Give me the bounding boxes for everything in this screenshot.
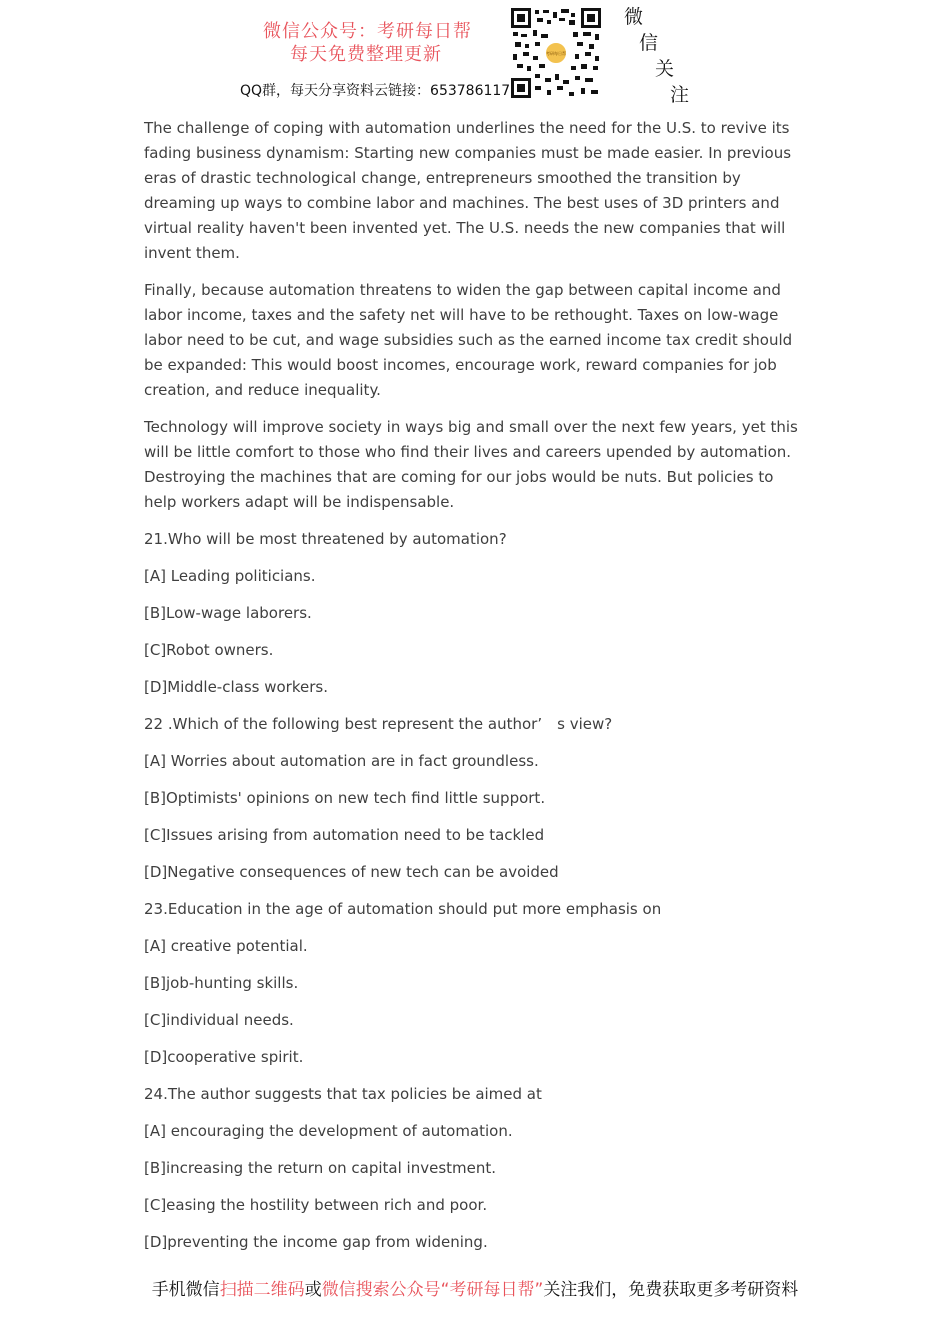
option: [C]Robot owners. xyxy=(144,641,274,659)
vertical-char-4: 注 xyxy=(670,84,690,106)
vertical-char-2: 信 xyxy=(639,32,659,54)
footer-text-3: 关注我们，免费获取更多考研资料 xyxy=(543,1280,799,1300)
option: [B]job-hunting skills. xyxy=(144,974,299,992)
option: [B]Optimists' opinions on new tech find little support. xyxy=(144,789,546,807)
option: [C]Issues arising from automation need to be tackled xyxy=(144,826,545,844)
question-23: 23.Education in the age of automation should put more emphasis on xyxy=(144,900,662,918)
paragraph: Finally, because automation threatens to widen the gap between capital income and labor income, taxes and the safety net will have to be rethought. Taxes on low-wage labor need to be cut, and wage subsidies such as the earned income tax credit should be expanded: This would boost incomes, encourage work, reward companies for job creation, and reduce inequality. xyxy=(144,281,793,399)
qr-center-logo: 考研每日帮 xyxy=(546,51,566,56)
footer-text-1: 手机微信 xyxy=(151,1280,220,1300)
option: [A] Leading politicians. xyxy=(144,567,316,585)
vertical-char-1: 微 xyxy=(624,6,644,28)
article-body xyxy=(144,116,808,1267)
option: [A] Worries about automation are in fact groundless. xyxy=(144,752,539,770)
question-21: 21.Who will be most threatened by automation? xyxy=(144,530,507,548)
header-title: 微信公众号：考研每日帮 xyxy=(263,21,472,42)
option: [D]Middle-class workers. xyxy=(144,678,328,696)
option: [D]Negative consequences of new tech can be avoided xyxy=(144,863,559,881)
paragraph: The challenge of coping with automation underlines the need for the U.S. to revive its fading business dynamism: Starting new companies must be made easier. In previous eras of drastic technological change, entrepreneurs smoothed the transition by dreaming up ways to combine labor and machines. The best uses of 3D printers and virtual reality haven't been invented yet. The U.S. needs the new companies that will invent them. xyxy=(144,119,792,262)
footer-scan-qr: 扫描二维码 xyxy=(219,1280,305,1300)
option: [B]Low-wage laborers. xyxy=(144,604,312,622)
footer-promo xyxy=(0,1275,950,1300)
paragraph: Technology will improve society in ways big and small over the next few years, yet this will be little comfort to those who find their lives and careers upended by automation. Destroying the machines that are coming for our jobs would be nuts. But policies to help workers adapt will be indispensable. xyxy=(144,418,798,511)
option: [D]preventing the income gap from widening. xyxy=(144,1233,488,1251)
option: [A] creative potential. xyxy=(144,937,308,955)
qq-group-text: QQ群，每天分享资料云链接：653786117 xyxy=(240,83,511,99)
question-24: 24.The author suggests that tax policies be aimed at xyxy=(144,1085,542,1103)
option: [C]individual needs. xyxy=(144,1011,294,1029)
vertical-char-3: 关 xyxy=(655,58,675,80)
option: [A] encouraging the development of automation. xyxy=(144,1122,513,1140)
footer-text-2: 或 xyxy=(304,1280,322,1300)
header-subtitle: 每天免费整理更新 xyxy=(290,44,442,65)
footer-search-account: 微信搜索公众号“考研每日帮” xyxy=(321,1280,544,1300)
question-22: 22 .Which of the following best represent the author’ s view? xyxy=(144,715,613,733)
option: [C]easing the hostility between rich and poor. xyxy=(144,1196,488,1214)
qr-code-icon[interactable] xyxy=(511,8,601,98)
option: [D]cooperative spirit. xyxy=(144,1048,304,1066)
option: [B]increasing the return on capital investment. xyxy=(144,1159,497,1177)
